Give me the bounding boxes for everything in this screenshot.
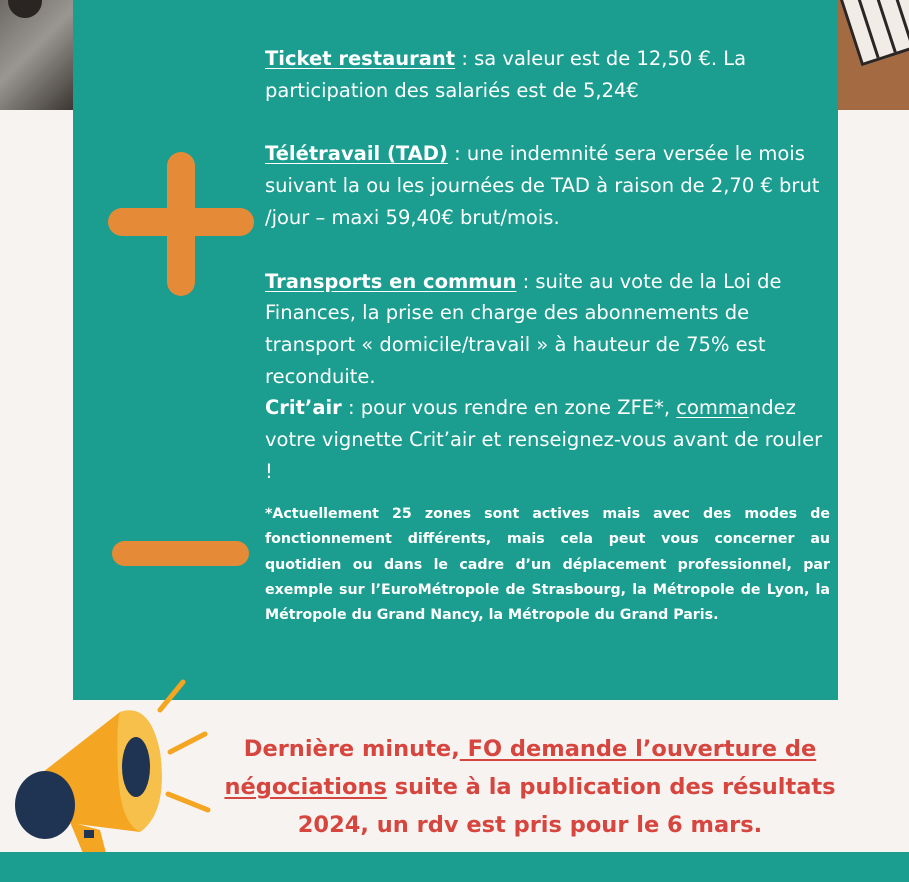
announcement-after: suite à la publication des résultats 2024, un rdv est pris pour le 6 mars. [297, 774, 836, 838]
critair-paragraph [265, 392, 825, 487]
teletravail-paragraph [265, 138, 825, 233]
photo-detail [8, 0, 42, 18]
teletravail-text: : une indemnité sera versée le mois suivant la ou les journées de TAD à raison de 2,70 € brut /jour – maxi 59,40€ brut/mois. [265, 142, 820, 229]
footnote: *Actuellement 25 zones sont actives mais avec des modes de fonctionnement différents, mais cela peut vous concerner au quotidien ou dans le cadre d’un déplacement professionnel, par exemple sur l’EuroMétropole de Strasbourg, la Métropole de Lyon, la Métropole du Grand Nancy, la Métropole du Grand Paris. [265, 506, 830, 624]
transports-text: : suite au vote de la Loi de Finances, la prise en charge des abonnements de transport « domicile/travail » à hauteur de 75% est reconduite. [265, 269, 782, 388]
critair-link: comma [676, 396, 749, 420]
minus-icon [112, 541, 249, 566]
footer-band [0, 852, 909, 882]
ticket-paragraph [265, 43, 825, 106]
keyboard-photo [838, 0, 909, 66]
ticket-text: : sa valeur est de 12,50 €. La participation des salariés est de 5,24€ [265, 47, 747, 102]
announcement [210, 730, 850, 844]
teletravail-label: Télétravail (TAD) [265, 142, 448, 166]
announcement-underlined: FO demande l’ouverture de négociations [224, 736, 817, 800]
plus-icon-bar [108, 208, 254, 236]
megaphone-icon [0, 672, 215, 882]
critair-text-before: : pour vous rendre en zone ZFE*, [341, 396, 677, 420]
photo-left [0, 0, 73, 110]
critair-text-after: ndez votre vignette Crit’air et renseignez-vous avant de rouler ! [265, 396, 823, 483]
transports-label: Transports en commun [265, 269, 517, 293]
benefits-list [265, 43, 825, 487]
announcement-before: Dernière minute, [243, 736, 460, 762]
critair-label: Crit’air [265, 396, 342, 420]
ticket-label: Ticket restaurant [265, 47, 456, 70]
transports-paragraph [265, 266, 825, 393]
photo-right [838, 0, 909, 110]
